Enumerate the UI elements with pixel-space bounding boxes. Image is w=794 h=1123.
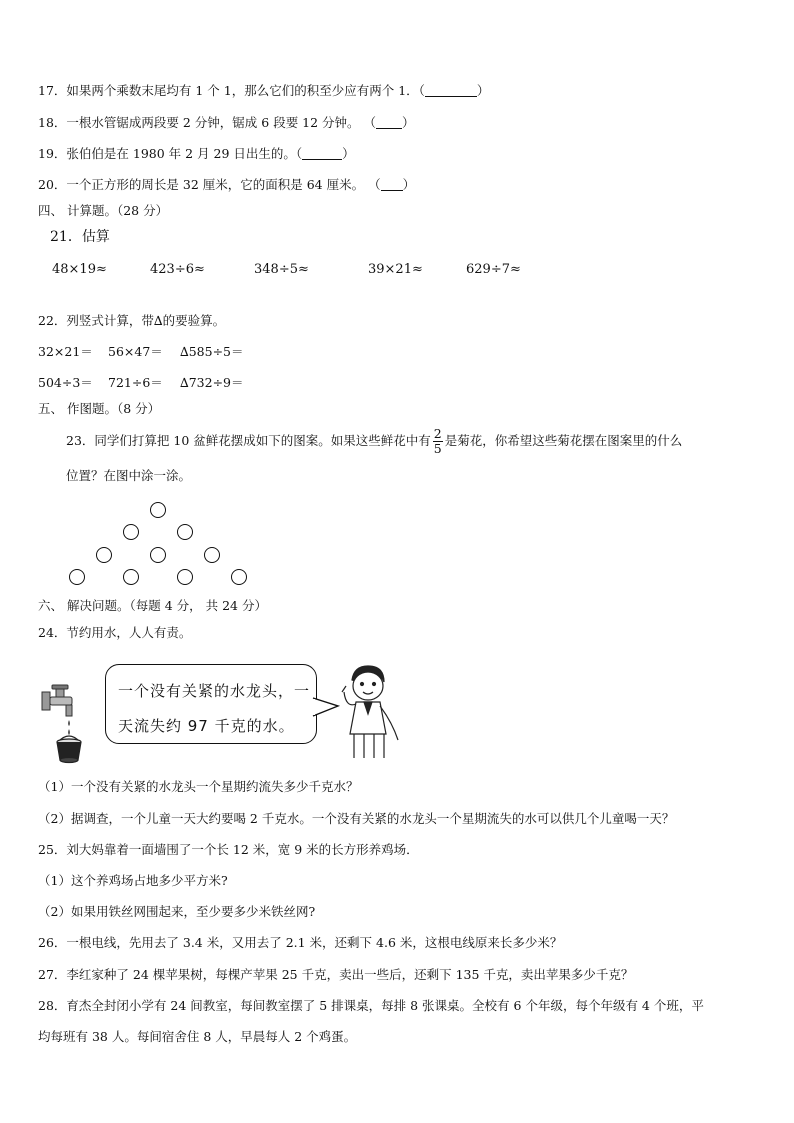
question-20-text: 20．一个正方形的周长是 32 厘米，它的面积是 64 厘米。 （ <box>38 177 381 192</box>
vertical-calc-item: 504÷3＝ <box>38 375 93 390</box>
fraction: $\frac{2}{5}$ <box>433 426 442 456</box>
flower-circle[interactable] <box>204 547 220 563</box>
estimate-item: 629÷7≈ <box>466 262 521 277</box>
question-23-line2: 位置？在图中涂一涂。 <box>66 468 192 483</box>
question-17-text: 17．如果两个乘数末尾均有 1 个 1，那么它们的积至少应有两个 1．（ <box>38 83 425 98</box>
vertical-calc-item: ∆732÷9＝ <box>180 375 244 390</box>
estimate-item: 39×21≈ <box>368 262 423 277</box>
bubble-text-line1: 一个没有关紧的水龙头，一 <box>118 682 311 700</box>
bubble-text-line2: 天流失约 97 千克的水。 <box>118 717 295 735</box>
question-22-title: 22．列竖式计算，带∆的要验算。 <box>38 313 226 328</box>
vertical-calc-item: 56×47＝ <box>108 344 163 359</box>
water-drop-icon <box>68 720 70 735</box>
faucet-bucket-illustration <box>40 684 100 764</box>
section-4-heading: 四、 计算题。（28 分） <box>38 203 169 218</box>
answer-blank[interactable] <box>425 84 477 97</box>
boy-illustration <box>336 662 406 762</box>
vertical-calc-item: 721÷6＝ <box>108 375 163 390</box>
question-21-title: 21．估算 <box>50 229 110 245</box>
question-24-sub1: （1）一个没有关紧的水龙头一个星期约流失多少千克水？ <box>38 779 359 794</box>
question-24-title: 24．节约用水，人人有责。 <box>38 625 192 640</box>
estimate-item: 348÷5≈ <box>254 262 309 277</box>
question-20: 20．一个正方形的周长是 32 厘米，它的面积是 64 厘米。 （ ） <box>38 177 416 192</box>
answer-blank[interactable] <box>381 178 403 191</box>
bucket-icon <box>57 736 81 763</box>
flower-circle[interactable] <box>150 502 166 518</box>
vertical-calc-item: 32×21＝ <box>38 344 93 359</box>
question-19: 19．张伯伯是在 1980 年 2 月 29 日出生的。（ ） <box>38 146 355 161</box>
question-19-text: 19．张伯伯是在 1980 年 2 月 29 日出生的。（ <box>38 146 303 161</box>
question-25-sub2: （2）如果用铁丝网围起来，至少要多少米铁丝网? <box>38 904 316 919</box>
question-28-line1: 28．育杰全封闭小学有 24 间教室，每间教室摆了 5 排课桌，每排 8 张课桌。全校有 6 个年级，每个年级有 4 个班，平 <box>38 998 704 1013</box>
question-25-title: 25．刘大妈靠着一面墙围了一个长 12 米，宽 9 米的长方形养鸡场． <box>38 842 419 857</box>
question-18-text: 18．一根水管锯成两段要 2 分钟，锯成 6 段要 12 分钟。 （ <box>38 115 377 130</box>
flower-circle[interactable] <box>177 524 193 540</box>
flower-circle[interactable] <box>123 524 139 540</box>
question-24-sub2: （2）据调查，一个儿童一天大约要喝 2 千克水。一个没有关紧的水龙头一个星期流失的水可以供几个儿童喝一天？ <box>38 811 675 826</box>
flower-circle[interactable] <box>231 569 247 585</box>
question-25-sub1: （1）这个养鸡场占地多少平方米? <box>38 873 228 888</box>
question-27: 27．李红家种了 24 棵苹果树，每棵产苹果 25 千克，卖出一些后，还剩下 135 千克，卖出苹果多少千克？ <box>38 967 634 982</box>
question-17: 17．如果两个乘数末尾均有 1 个 1，那么它们的积至少应有两个 1．（ ） <box>38 83 490 98</box>
section-5-heading: 五、 作图题。（8 分） <box>38 401 161 416</box>
answer-blank[interactable] <box>302 147 342 160</box>
flower-circle[interactable] <box>123 569 139 585</box>
flower-circle[interactable] <box>69 569 85 585</box>
vertical-calc-item: ∆585÷5＝ <box>180 344 244 359</box>
flower-circle[interactable] <box>96 547 112 563</box>
estimate-item: 48×19≈ <box>52 262 107 277</box>
estimate-item: 423÷6≈ <box>150 262 205 277</box>
question-18: 18．一根水管锯成两段要 2 分钟，锯成 6 段要 12 分钟。 （ ） <box>38 115 415 130</box>
flower-circle[interactable] <box>150 547 166 563</box>
section-6-heading: 六、 解决问题。（每题 4 分， 共 24 分） <box>38 598 267 613</box>
faucet-icon <box>42 685 72 716</box>
flower-circle[interactable] <box>177 569 193 585</box>
boy-icon <box>342 666 398 758</box>
question-28-line2: 均每班有 38 人。每间宿舍住 8 人，早晨每人 2 个鸡蛋。 <box>38 1029 357 1044</box>
answer-blank[interactable] <box>376 116 402 129</box>
question-26: 26．一根电线，先用去了 3.4 米，又用去了 2.1 米，还剩下 4.6 米，这根电线原来长多少米？ <box>38 935 563 950</box>
question-23: 23．同学们打算把 10 盆鲜花摆成如下的图案。如果这些鲜花中有 $\frac{2}{5}$ 是菊花，你希望这些菊花摆在图案里的什么 <box>66 426 683 456</box>
